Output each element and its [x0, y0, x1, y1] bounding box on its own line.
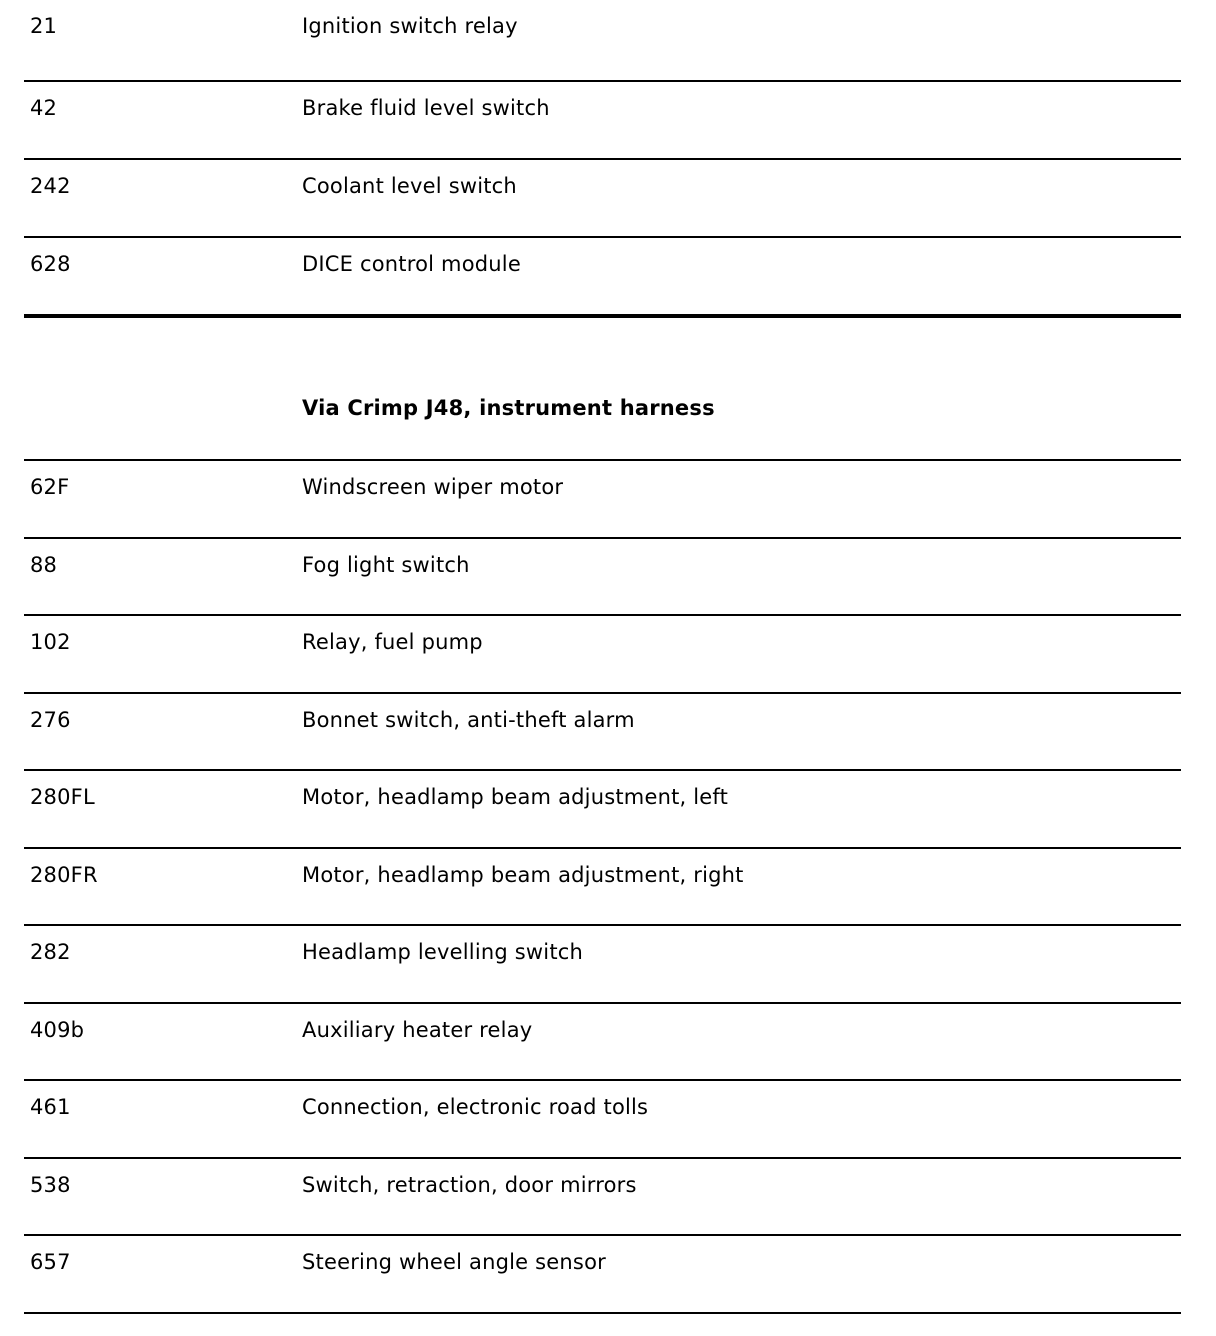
component-description: Headlamp levelling switch — [302, 940, 584, 964]
component-description: Bonnet switch, anti-theft alarm — [302, 707, 635, 732]
component-code: 280FR — [30, 862, 98, 887]
table-row — [24, 0, 1181, 82]
table-row — [24, 160, 1181, 238]
table-row — [24, 82, 1181, 160]
component-description: Relay, fuel pump — [302, 630, 483, 654]
component-code: 628 — [30, 252, 71, 276]
component-description: Motor, headlamp beam adjustment, left — [302, 785, 729, 809]
table-row — [24, 694, 1181, 772]
component-code: 409b — [30, 1017, 85, 1042]
table-row — [24, 238, 1181, 318]
component-code: 276 — [30, 707, 71, 732]
component-description: Ignition switch relay — [302, 14, 518, 38]
table-row — [24, 1159, 1181, 1237]
table-row — [24, 1236, 1181, 1314]
section-spacer — [24, 318, 1181, 385]
component-description: Windscreen wiper motor — [302, 475, 564, 499]
table-row — [24, 1004, 1181, 1082]
component-description: Steering wheel angle sensor — [302, 1250, 606, 1274]
component-code: 282 — [30, 940, 71, 964]
table-row — [24, 1081, 1181, 1159]
component-description: Coolant level switch — [302, 174, 517, 198]
section-header — [24, 385, 1181, 461]
table-row — [24, 849, 1181, 927]
component-code: 42 — [30, 96, 58, 120]
component-description: Connection, electronic road tolls — [302, 1095, 649, 1119]
component-description: Fog light switch — [302, 552, 470, 577]
component-group — [24, 461, 1181, 1314]
component-description: DICE control module — [302, 252, 521, 276]
component-code: 657 — [30, 1250, 71, 1274]
component-code: 461 — [30, 1095, 71, 1119]
table-row — [24, 461, 1181, 539]
table-row — [24, 926, 1181, 1004]
component-code: 21 — [30, 14, 58, 38]
table-row — [24, 771, 1181, 849]
component-description: Switch, retraction, door mirrors — [302, 1172, 637, 1197]
component-code: 242 — [30, 174, 71, 198]
section-title: Via Crimp J48, instrument harness — [302, 396, 715, 420]
component-code: 280FL — [30, 785, 95, 809]
component-code: 102 — [30, 630, 71, 654]
table-row — [24, 616, 1181, 694]
component-description: Auxiliary heater relay — [302, 1017, 533, 1042]
table-row — [24, 539, 1181, 617]
component-description: Motor, headlamp beam adjustment, right — [302, 862, 744, 887]
component-code: 538 — [30, 1172, 71, 1197]
component-code: 62F — [30, 475, 70, 499]
component-description: Brake fluid level switch — [302, 96, 550, 120]
component-table — [24, 0, 1181, 1314]
component-code: 88 — [30, 552, 58, 577]
